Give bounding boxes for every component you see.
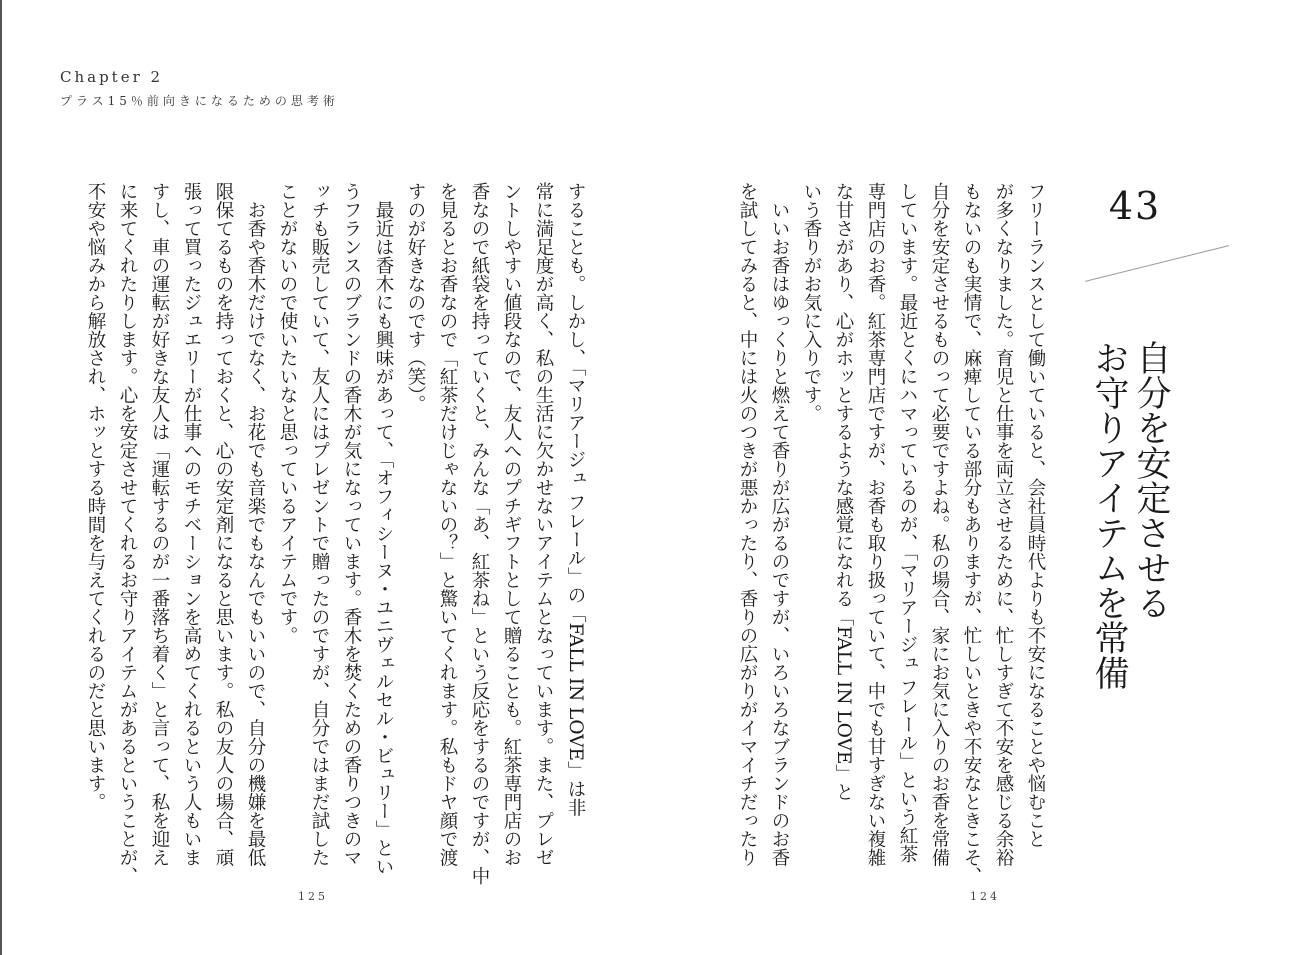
text-line: しています。最近とくにハマっているのが、「マリアージュ フレール」という紅茶 xyxy=(897,182,918,864)
text-line: いいお香はゆっくりと燃えて香りが広がるのですが、いろいろなブランドのお香 xyxy=(769,182,790,867)
text-line: いう香りがお気に入りです。 xyxy=(801,182,822,423)
divider-line xyxy=(1085,245,1229,282)
right-page-body xyxy=(731,182,1051,885)
text-line: 不安や悩みから解放され、ホッとする時間を与えてくれるのだと思います。 xyxy=(85,182,106,811)
text-line: 常に満足度が高く、私の生活に欠かせないアイテムとなっています。また、プレゼ xyxy=(533,182,554,867)
text-line: な甘さがあり、心がホッとするような感覚になれる「FALL IN LOVE」と xyxy=(833,182,854,802)
text-line: を見るとお香なので「紅茶だけじゃないの？」と驚いてくれます。私もドヤ顔で渡 xyxy=(437,182,458,867)
section-number: 43 xyxy=(1108,184,1162,228)
text-line: すのが好きなのです（笑）。 xyxy=(405,182,426,414)
text-line: が多くなりました。育児と仕事を両立させるために、忙しすぎて不安を感じる余裕 xyxy=(993,182,1014,867)
text-line: 香なので紙袋を持っていくと、みんな「あ、紅茶ね」という反応をするのですが、中 xyxy=(469,182,490,885)
text-line: 張って買ったジュエリーが仕事へのモチベーションを高めてくれるという人もいま xyxy=(181,182,202,867)
text-line: 自分を安定させるものって必要ですよね。私の場合、家にお気に入りのお香を常備 xyxy=(929,182,950,867)
text-line: 限保てるものを持っておくと、心の安定剤になると思います。私の友人の場合、頑 xyxy=(213,182,234,867)
page-number-right: 124 xyxy=(970,890,1000,903)
text-line: ッチも販売していて、友人にはプレゼントで贈ったのですが、自分ではまだ試した xyxy=(309,182,330,867)
text-line: もないのも実情で、麻痺している部分もありますが、忙しいときや不安なときこそ、 xyxy=(961,182,982,885)
text-line: に来てくれたりします。心を安定させてくれるお守りアイテムがあるということが、 xyxy=(117,182,138,885)
left-page-body xyxy=(79,182,591,885)
title-line: お守りアイテムを常備 xyxy=(1089,340,1129,690)
text-line: フリーランスとして働いていると、会社員時代よりも不安になることや悩むこと xyxy=(1025,182,1046,848)
section-title xyxy=(1088,340,1172,690)
text-line: することも。しかし、「マリアージュ フレール」の「FALL IN LOVE」は非 xyxy=(565,182,586,817)
title-line: 自分を安定させる xyxy=(1131,340,1171,620)
text-line: 専門店のお香。紅茶専門店ですが、お香も取り扱っていて、中でも甘すぎない複雑 xyxy=(865,182,886,867)
chapter-label: Chapter 2 xyxy=(60,68,164,86)
text-line: うフランスのブランドの香木が気になっています。香木を焚くための香りつきのマ xyxy=(341,182,362,867)
page-edge xyxy=(0,0,2,955)
text-line: すし、車の運転が好きな友人は「運転するのが一番落ち着く」と言って、私を迎え xyxy=(149,182,170,867)
text-line: ことがないので使いたいなと思っているアイテムです。 xyxy=(277,182,298,645)
text-line: を試してみると、中には火のつきが悪かったり、香りの広がりがイマイチだったり xyxy=(737,182,758,867)
chapter-subtitle: プラス15％前向きになるための思考術 xyxy=(60,94,339,108)
text-line: お香や香木だけでなく、お花でも音楽でもなんでもいいので、自分の機嫌を最低 xyxy=(245,182,266,867)
text-line: 最近は香木にも興味があって、「オフィシーヌ・ユニヴェルセル・ビュリー」とい xyxy=(373,182,394,876)
page-number-left: 125 xyxy=(298,890,328,903)
text-line: ントしやすい値段なので、友人へのプチギフトとして贈ることも。紅茶専門店のお xyxy=(501,182,522,867)
